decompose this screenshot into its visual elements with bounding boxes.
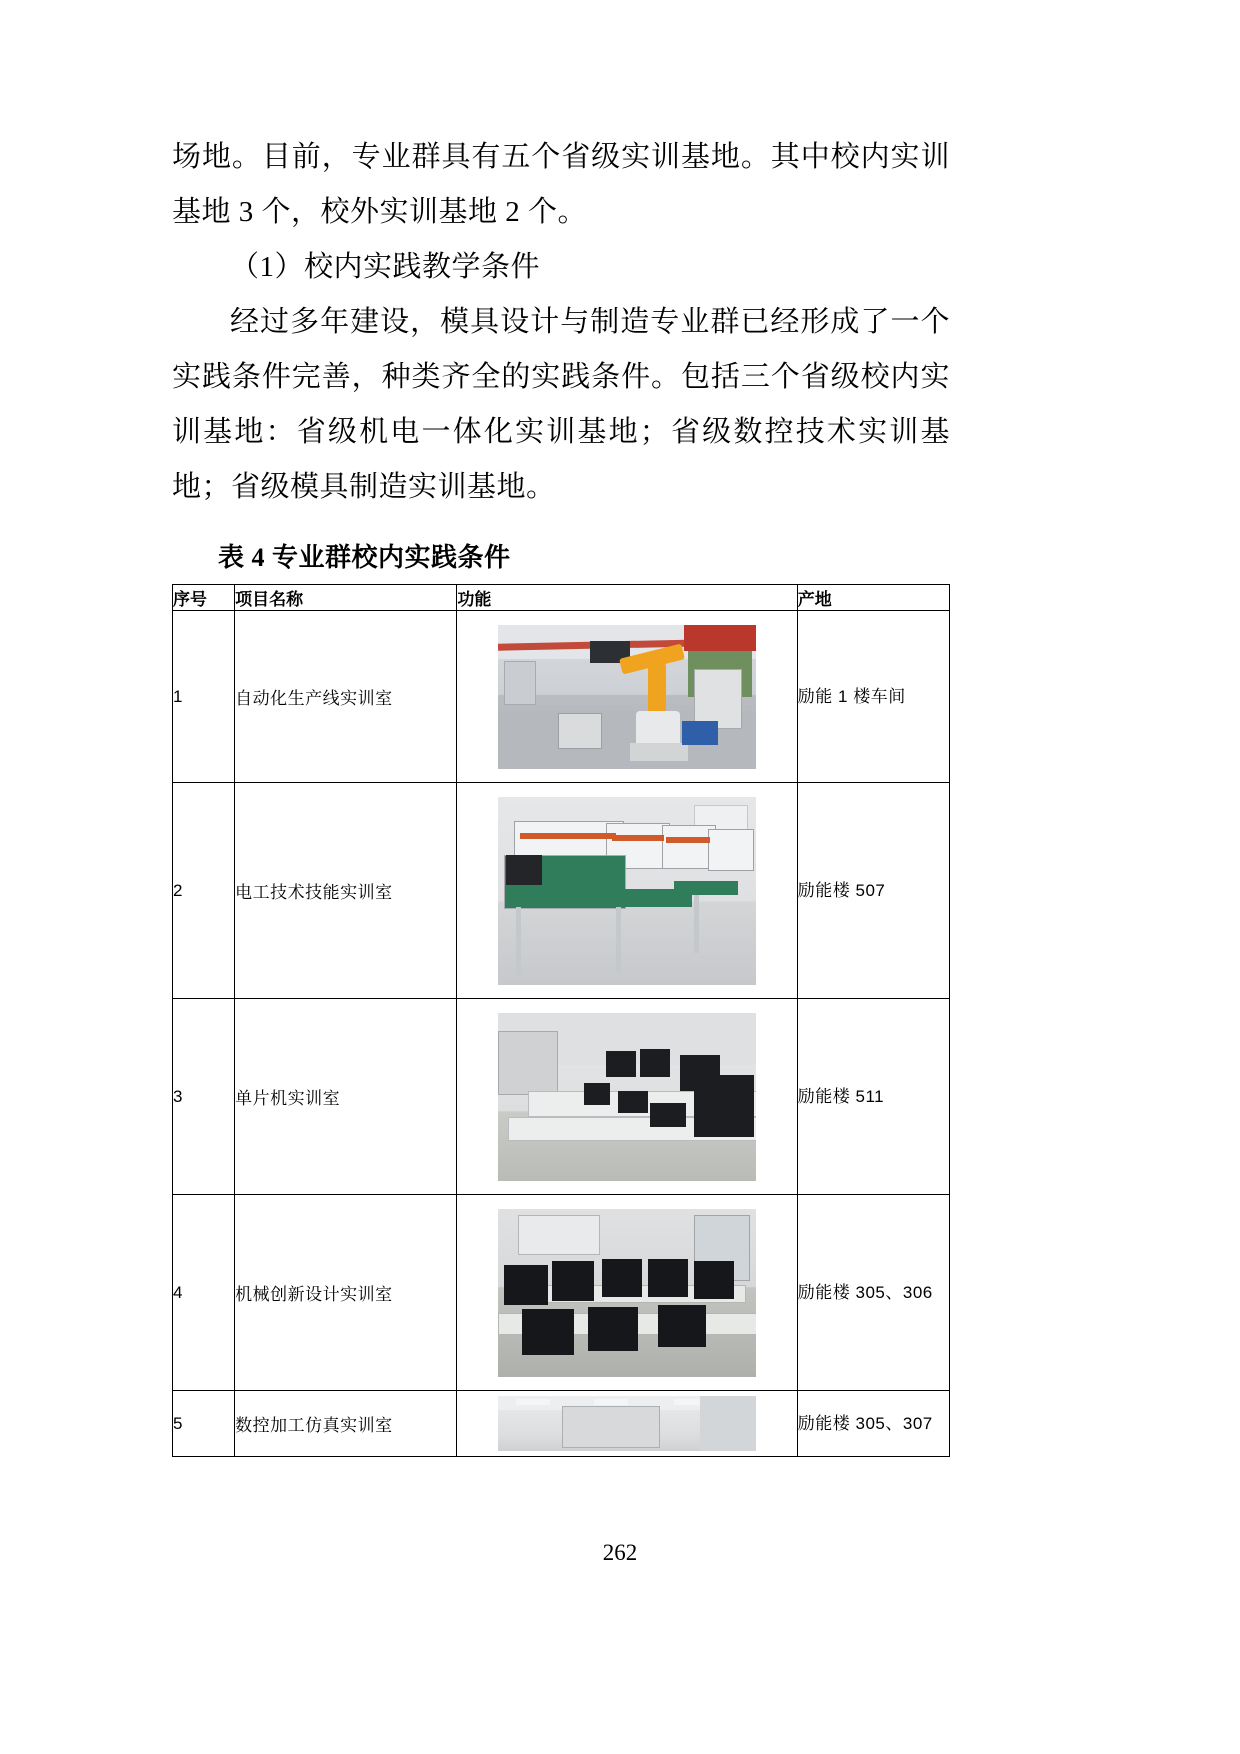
row-2-location: 励能楼 507 xyxy=(797,783,949,999)
row-3-seq: 3 xyxy=(173,999,235,1195)
table-row xyxy=(173,1195,950,1391)
row-4-seq: 4 xyxy=(173,1195,235,1391)
paragraph-3: 经过多年建设，模具设计与制造专业群已经形成了一个实践条件完善，种类齐全的实践条件。包括三个省级校内实训基地：省级机电一体化实训基地；省级数控技术实训基地；省级模具制造实训基地。 xyxy=(172,306,950,503)
table-row xyxy=(173,1391,950,1457)
table-caption: 表 4 专业群校内实践条件 xyxy=(218,543,511,572)
row-5-name: 数控加工仿真实训室 xyxy=(235,1391,457,1457)
cnc-simulation-classroom-photo xyxy=(498,1396,756,1451)
paragraph-2: （1）校内实践教学条件 xyxy=(230,251,541,283)
header-seq: 序号 xyxy=(173,585,235,611)
row-2-function-cell xyxy=(457,783,797,999)
row-1-function-cell xyxy=(457,611,797,783)
electrical-training-benches-photo xyxy=(498,797,756,985)
row-3-location: 励能楼 511 xyxy=(797,999,949,1195)
row-4-function-cell xyxy=(457,1195,797,1391)
row-5-location: 励能楼 305、307 xyxy=(797,1391,949,1457)
page-content xyxy=(172,130,950,1457)
paragraph-1: 场地。目前，专业群具有五个省级实训基地。其中校内实训基地 3 个，校外实训基地 2 个。 xyxy=(172,141,950,228)
row-5-seq: 5 xyxy=(173,1391,235,1457)
practice-conditions-table xyxy=(172,584,950,1457)
row-3-name: 单片机实训室 xyxy=(235,999,457,1195)
page-number: 262 xyxy=(602,1540,638,1565)
microcontroller-lab-computers-photo xyxy=(498,1013,756,1181)
table-row xyxy=(173,999,950,1195)
row-1-seq: 1 xyxy=(173,611,235,783)
industrial-robot-workcell-photo xyxy=(498,625,756,769)
header-function: 功能 xyxy=(457,585,797,611)
row-4-name: 机械创新设计实训室 xyxy=(235,1195,457,1391)
computer-classroom-monitors-photo xyxy=(498,1209,756,1377)
header-location: 产地 xyxy=(797,585,949,611)
row-4-location: 励能楼 305、306 xyxy=(797,1195,949,1391)
row-1-location: 励能 1 楼车间 xyxy=(797,611,949,783)
header-name: 项目名称 xyxy=(235,585,457,611)
row-2-name: 电工技术技能实训室 xyxy=(235,783,457,999)
row-1-name: 自动化生产线实训室 xyxy=(235,611,457,783)
row-5-function-cell xyxy=(457,1391,797,1457)
row-2-seq: 2 xyxy=(173,783,235,999)
table-row xyxy=(173,783,950,999)
row-3-function-cell xyxy=(457,999,797,1195)
table-header-row xyxy=(173,585,950,611)
table-row xyxy=(173,611,950,783)
